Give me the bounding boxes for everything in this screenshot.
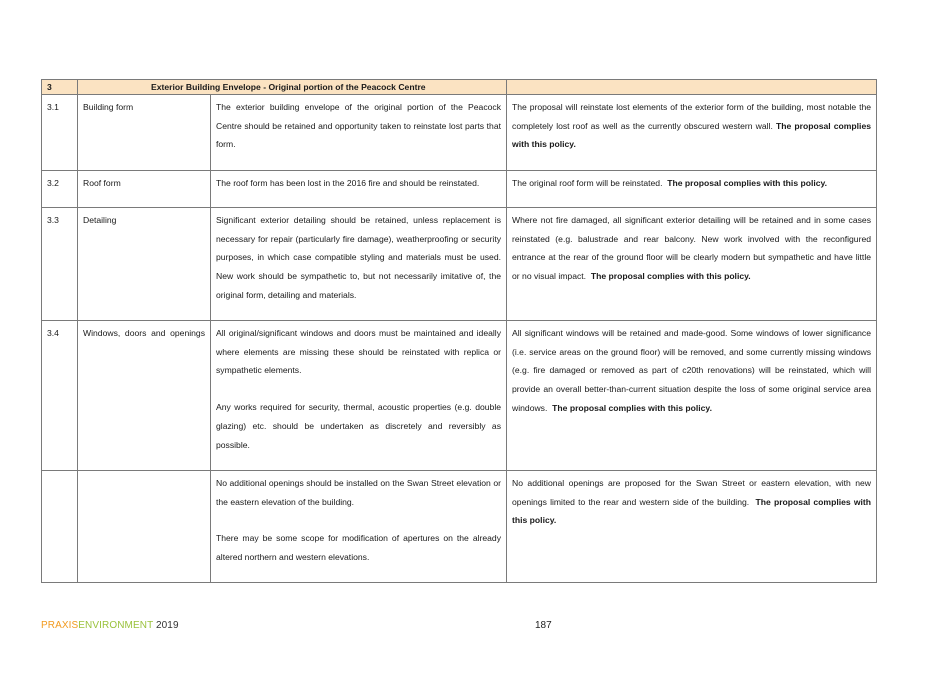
- row-element: Windows, doors and openings: [78, 321, 211, 471]
- row-policy: The exterior building envelope of the original portion of the Peacock Centre should be retained and opportunity taken to reinstate lost parts that form.: [211, 95, 507, 171]
- table-row: [42, 95, 877, 171]
- table-row: [42, 471, 877, 583]
- row-number: 3.2: [42, 171, 78, 208]
- table-header-row: [42, 80, 877, 95]
- row-policy: [211, 321, 507, 471]
- brand-environment: ENVIRONMENT: [78, 620, 154, 631]
- row-element: Building form: [78, 95, 211, 171]
- response-text: No additional openings are proposed for the Swan Street or eastern elevation, with new openings limited to the rear and western side of the building.: [512, 478, 872, 507]
- row-number: 3.4: [42, 321, 78, 471]
- response-text: The proposal will reinstate lost elements of the exterior form of the building, most notable the completely lost roof as well as the currently obscured western wall.: [512, 102, 872, 131]
- row-element: [78, 471, 211, 583]
- footer-year: 2019: [155, 620, 179, 631]
- row-element: Detailing: [78, 208, 211, 321]
- policy-text-2: Any works required for security, thermal, acoustic properties (e.g. double glazing) etc. should be undertaken as discretely and reversibly as possible.: [216, 402, 502, 450]
- row-response: [507, 95, 877, 171]
- table-row: [42, 208, 877, 321]
- response-text: The original roof form will be reinstated.: [512, 178, 663, 188]
- section-header-empty: [507, 80, 877, 95]
- row-response: [507, 471, 877, 583]
- response-compliance: The proposal complies with this policy.: [590, 271, 751, 282]
- table-row: [42, 171, 877, 208]
- response-text: Where not fire damaged, all significant exterior detailing will be retained and in some cases reinstated (e.g. balustrade and rear balcony. New work involved with the reconfigured entrance at the rear of the ground floor will be clearly modern but sympathetic and have little or no visual impact.: [512, 215, 872, 282]
- row-response: [507, 171, 877, 208]
- response-compliance: The proposal complies with this policy.: [512, 496, 872, 526]
- policy-table: [41, 79, 877, 583]
- response-compliance: The proposal complies with this policy.: [667, 178, 828, 188]
- row-response: [507, 208, 877, 321]
- row-element: Roof form: [78, 171, 211, 208]
- policy-text-2: There may be some scope for modification of apertures on the already altered northern and western elevations.: [216, 533, 502, 563]
- response-text: All significant windows will be retained and made-good. Some windows of lower significance (i.e. service areas on the ground floor) will be removed, and some currently missing windows (e.g. fire damaged or removed as part of c20th renovations) will be reinstated, which will provide an overall better-than-current situation despite the loss of some original service area windows.: [512, 328, 872, 413]
- row-policy: The roof form has been lost in the 2016 fire and should be reinstated.: [211, 171, 507, 208]
- policy-text: No additional openings should be installed on the Swan Street elevation or the eastern elevation of the building.: [216, 478, 502, 507]
- row-number: [42, 471, 78, 583]
- response-compliance: The proposal complies with this policy.: [512, 120, 872, 150]
- row-policy: Significant exterior detailing should be retained, unless replacement is necessary for repair (particularly fire damage), weatherproofing or security purposes, in which case compatible styling and materials must be used. New work should be sympathetic to, but not necessarily imitative of, the original form, detailing and materials.: [211, 208, 507, 321]
- response-compliance: The proposal complies with this policy.: [552, 402, 712, 413]
- policy-text: All original/significant windows and doors must be maintained and ideally where elements are missing these should be reinstated with replica or sympathetic elements.: [216, 328, 502, 376]
- footer-brand: [41, 620, 179, 631]
- brand-praxis: PRAXIS: [41, 620, 79, 631]
- section-number: 3: [42, 80, 78, 95]
- page-number: 187: [535, 620, 552, 631]
- row-number: 3.1: [42, 95, 78, 171]
- row-policy: [211, 471, 507, 583]
- row-response: [507, 321, 877, 471]
- table-row: [42, 321, 877, 471]
- section-title: Exterior Building Envelope - Original portion of the Peacock Centre: [78, 80, 507, 95]
- row-number: 3.3: [42, 208, 78, 321]
